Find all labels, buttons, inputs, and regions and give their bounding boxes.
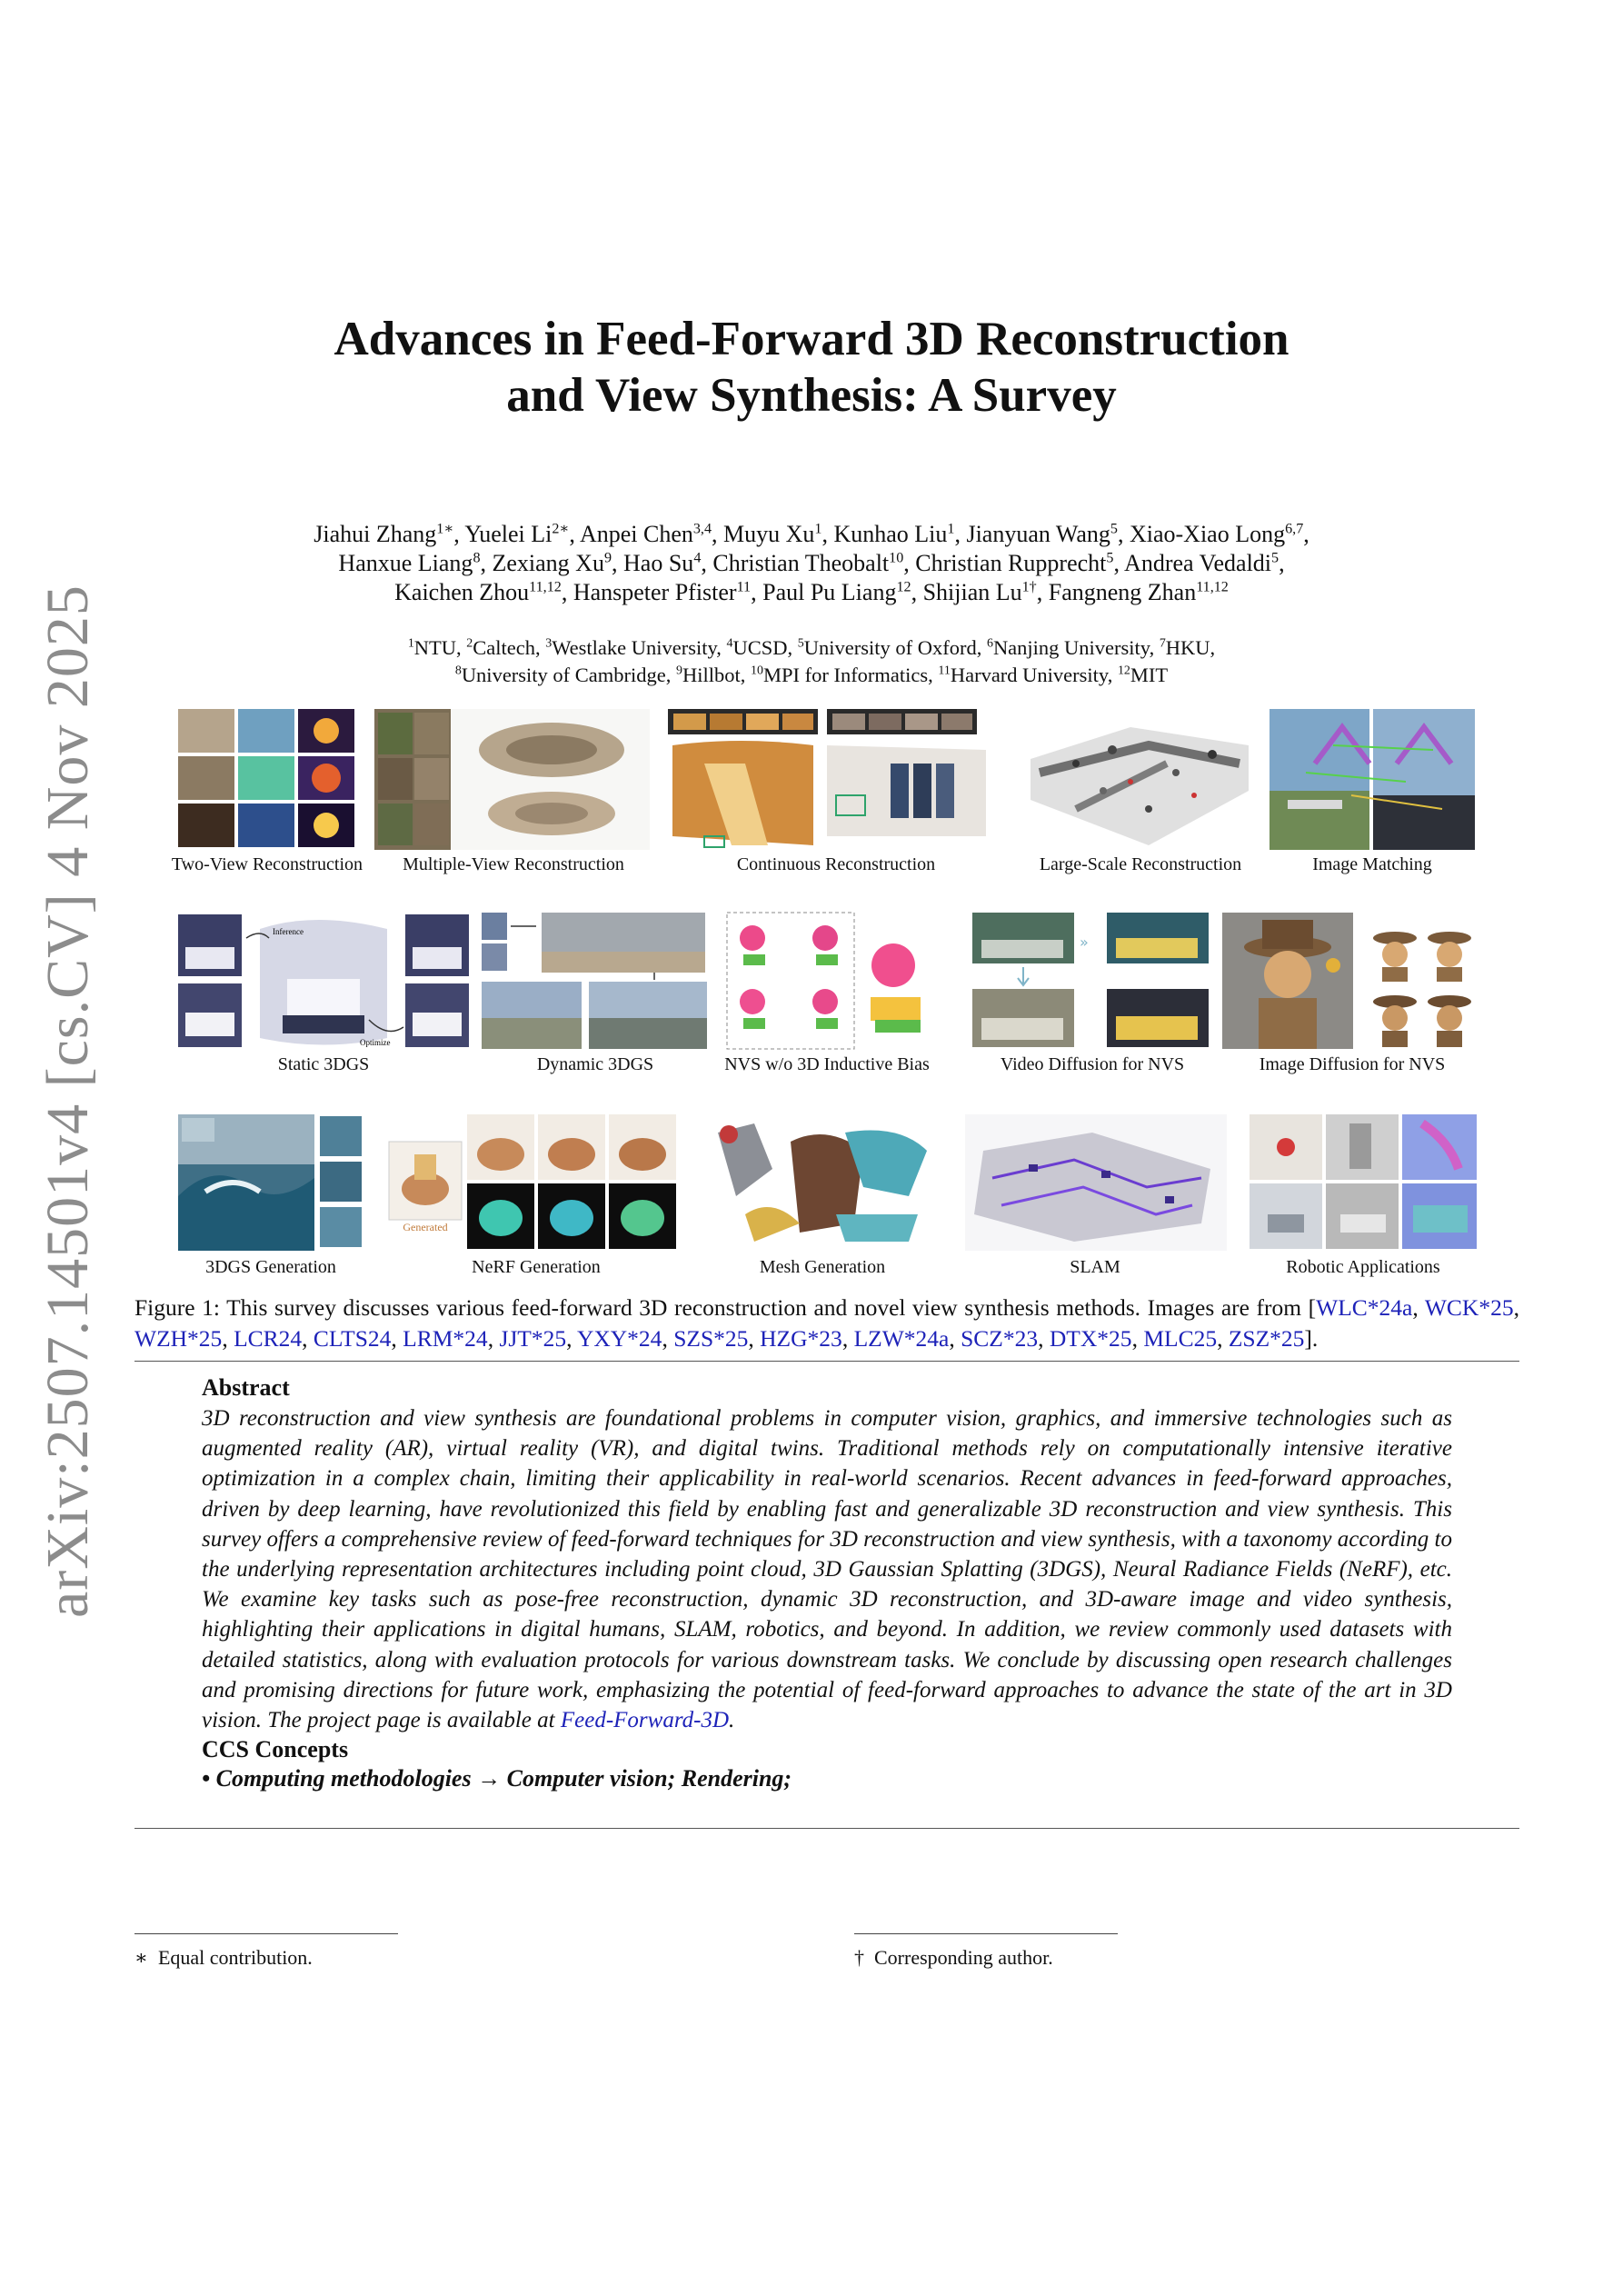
author-name: Jianyuan Wang [966, 521, 1110, 547]
author-name: Fangneng Zhan [1048, 579, 1197, 605]
caption-suffix: ]. [1304, 1325, 1319, 1352]
thumb-dynamic-3dgs [482, 911, 709, 1052]
title-line-2: and View Synthesis: A Survey [506, 369, 1117, 422]
caption-slam: SLAM [1070, 1257, 1120, 1277]
affiliation-mark: 3 [545, 636, 553, 651]
caption-large-scale: Large-Scale Reconstruction [1039, 854, 1242, 874]
thumb-mesh-generation [700, 1114, 943, 1251]
author-name: Yuelei Li [464, 521, 553, 547]
caption-robotic: Robotic Applications [1286, 1257, 1440, 1277]
affiliation-name: University of Oxford [803, 636, 977, 659]
footnote-text-equal: Equal contribution. [157, 1946, 313, 1969]
affiliation-name: NTU [413, 636, 457, 659]
affiliation-mark: 10 [751, 664, 763, 678]
affiliation-mark: 7 [1159, 636, 1166, 651]
thumb-3dgs-generation [178, 1114, 363, 1251]
thumb-image-matching [1270, 709, 1475, 850]
thumb-robotic [1250, 1114, 1477, 1251]
affiliation-mark: 12 [1117, 664, 1130, 678]
project-page-link[interactable]: Feed-Forward-3D [560, 1708, 730, 1733]
author-affiliation-mark: 8 [473, 550, 481, 566]
affiliation-mark: 8 [454, 664, 462, 678]
inset-inference-label: Inference [273, 927, 304, 936]
figure-row-3 [0, 1114, 1623, 1296]
caption-mesh-generation: Mesh Generation [759, 1257, 886, 1277]
figure-row-2 [0, 911, 1623, 1093]
caption-continuous: Continuous Reconstruction [736, 854, 936, 874]
affiliation-list: $^1$NTU, $^2$Caltech, $^3$Westlake University, $^4$UCSD, $^5$University of Oxford, $^6$Nanjing University, $^7$HKU, $^8$University of Cambridge, $^9$Hillbot, $^{10}$MPI for Informatics, $^{11}$Harvard University, $^{12}$MIT [407, 636, 1216, 686]
author-name: Hanxue Liang [338, 550, 473, 576]
arxiv-identifier-stamp: arXiv:2507.14501v4 [cs.CV] 4 Nov 2025 [35, 584, 101, 1618]
footnote-text-corresponding: Corresponding author. [874, 1946, 1053, 1969]
ccs-arrow: → [477, 1765, 502, 1792]
author-list: Jiahui Zhang$^{1∗}$, Yuelei $Li^{2∗}$, Anpei Chen$^{3,4}$, Muyu Xu$^1$, Kunhao Liu$^1$, Jianyuan Wang$^5$, Xiao-Xiao Long$^{6,7}$, Hanxue Liang$^8$, Zexiang Xu$^9$, Hao Su$^4$, Christian Theobalt$^{10}$, Christian Rupprecht$^5$, Andrea Vedaldi$^5$, Kaichen Zhou$^{11,12}$, Hanspeter Pfister$^{11}$, Paul Pu Liang$^{12}$, Shijian $Lu^{1\dagger}$, Fangneng Zhan$^{11,12}$ [314, 521, 1309, 605]
footnote-corresponding-author [854, 1946, 1053, 1970]
author-affiliation-mark: 1 [814, 521, 822, 537]
affiliation-name: Harvard University [950, 664, 1108, 686]
affiliation-mark: 2 [466, 636, 473, 651]
author-name: Shijian Lu [922, 579, 1022, 605]
author-affiliation-mark: 6,7 [1285, 521, 1304, 537]
abstract-top-rule [134, 1361, 1519, 1362]
title-line-1: Advances in Feed-Forward 3D Reconstruction [334, 313, 1289, 365]
caption-image-matching: Image Matching [1312, 854, 1432, 874]
author-affiliation-mark: 9 [603, 550, 612, 566]
citation-link[interactable]: WCK*25 [1424, 1294, 1514, 1321]
affiliation-name: UCSD [732, 636, 788, 659]
citation-link[interactable]: MLC25 [1143, 1325, 1218, 1352]
svg-text:»: » [1080, 933, 1089, 951]
footnote-rule-right [854, 1933, 1118, 1934]
author-name: Anpei Chen [579, 521, 693, 547]
thumb-large-scale [1021, 709, 1260, 850]
author-affiliation-mark: 5 [1110, 521, 1118, 537]
affiliation-name: Hillbot [682, 664, 741, 686]
author-affiliation-mark: 11,12 [529, 579, 562, 595]
thumb-slam [965, 1114, 1227, 1251]
citation-link[interactable]: YXY*24 [576, 1325, 662, 1352]
author-affiliation-mark: 1 [947, 521, 955, 537]
caption-nerf-generation: NeRF Generation [472, 1257, 601, 1277]
author-name: Paul Pu Liang [762, 579, 897, 605]
affiliation-name: HKU [1165, 636, 1210, 659]
paper-title [0, 311, 1623, 424]
author-name: Xiao-Xiao Long [1129, 521, 1286, 547]
abstract-text: 3D reconstruction and view synthesis are foundational problems in computer vision, graphics, and immersive technologies such as augmented reality (AR), virtual reality (VR), and digital twins. Traditional methods rely on computationally intensive iterative optimization in a complex chain, limiting their applicability in real-world scenarios. Recent advances in feed-forward approaches, driven by deep learning, have revolutionized this field by enabling fast and generalizable 3D reconstruction and view synthesis. This survey offers a comprehensive review of feed-forward techniques for 3D reconstruction and view synthesis, with a taxonomy according to the underlying representation architectures including point cloud, 3D Gaussian Splatting (3DGS), Neural Radiance Fields (NeRF), etc. We examine key tasks such as pose-free reconstruction, dynamic 3D reconstruction, and 3D-aware image and video synthesis, highlighting their applications in digital humans, SLAM, robotics, and beyond. In addition, we review commonly used datasets with detailed statistics, along with evaluation protocols for various downstream tasks. We conclude by discussing open research challenges and promising directions for future work, emphasizing the potential of feed-forward approaches to advance the state of the art in 3D vision. The project page is available at [202, 1406, 1452, 1733]
author-name: Christian Theobalt [712, 550, 890, 576]
author-name: Andrea Vedaldi [1124, 550, 1272, 576]
abstract-heading: Abstract [202, 1374, 290, 1401]
footnote-rule-left [134, 1933, 398, 1934]
affiliation-mark: 4 [726, 636, 733, 651]
inset-generated-label: Generated [403, 1221, 448, 1233]
author-name: Jiahui Zhang [314, 521, 437, 547]
caption-nvs-no-bias: NVS w/o 3D Inductive Bias [724, 1054, 930, 1074]
caption-two-view: Two-View Reconstruction [171, 854, 363, 874]
citation-link[interactable]: SZS*25 [673, 1325, 749, 1352]
author-affiliation-mark: 1∗ [436, 521, 454, 537]
citation-link[interactable]: DTX*25 [1049, 1325, 1132, 1352]
citation-link[interactable]: WLC*24a [1316, 1294, 1413, 1321]
thumb-image-diffusion [1222, 911, 1475, 1052]
author-affiliation-mark: 11 [736, 579, 752, 595]
author-name: Hao Su [623, 550, 694, 576]
citation-link[interactable]: ZSZ*25 [1228, 1325, 1305, 1352]
citation-link[interactable]: LZW*24a [853, 1325, 950, 1352]
caption-reference-list: WLC*24a, WCK*25, WZH*25, LCR24, CLTS24, LRM*24, JJT*25, YXY*24, SZS*25, HZG*23, LZW*24a, SCZ*23, DTX*25, MLC25, ZSZ*25 [134, 1294, 1519, 1352]
thumb-two-view [178, 709, 356, 850]
author-name: Kaichen Zhou [394, 579, 530, 605]
citation-link[interactable]: LRM*24 [403, 1325, 488, 1352]
author-name: Hanspeter Pfister [573, 579, 737, 605]
author-affiliation-mark: 1† [1021, 579, 1037, 595]
author-affiliation-mark: 4 [693, 550, 702, 566]
author-affiliation-mark: 10 [889, 550, 904, 566]
abstract-bottom-rule [134, 1828, 1519, 1829]
affiliation-mark: 11 [938, 664, 951, 678]
ccs-concepts [202, 1765, 792, 1792]
author-affiliation-mark: 5 [1271, 550, 1279, 566]
caption-dynamic-3dgs: Dynamic 3DGS [536, 1054, 654, 1074]
thumb-continuous [668, 709, 1004, 850]
author-affiliation-mark: 11,12 [1196, 579, 1229, 595]
footnote-mark-equal: ∗ [134, 1946, 148, 1969]
thumb-multi-view [374, 709, 650, 850]
caption-prefix: Figure 1: This survey discusses various feed-forward 3D reconstruction and novel view synthesis methods. Images are from [ [134, 1294, 1317, 1321]
ccs-bullet: • [202, 1765, 211, 1792]
citation-link[interactable]: HZG*23 [760, 1325, 842, 1352]
ccs-heading: CCS Concepts [202, 1736, 349, 1762]
caption-static-3dgs: Static 3DGS [277, 1054, 370, 1074]
citation-link[interactable]: JJT*25 [499, 1325, 567, 1352]
affiliation-name: MPI for Informatics [762, 664, 929, 686]
abstract-body [202, 1403, 1452, 1735]
author-name: Zexiang Xu [492, 550, 604, 576]
affiliation-name: University of Cambridge [461, 664, 666, 686]
inset-optimize-label: Optimize [360, 1038, 391, 1047]
caption-multi-view: Multiple-View Reconstruction [403, 854, 624, 874]
ccs-left: Computing methodologies [215, 1765, 472, 1792]
citation-link[interactable]: WZH*25 [134, 1325, 223, 1352]
abstract-end: . [729, 1708, 735, 1733]
author-affiliation-mark: 12 [896, 579, 911, 595]
caption-3dgs-generation: 3DGS Generation [205, 1257, 336, 1277]
author-affiliation-mark: 2∗ [552, 521, 570, 537]
thumb-static-3dgs [178, 911, 471, 1052]
affiliation-name: Caltech [473, 636, 535, 659]
caption-image-diffusion: Image Diffusion for NVS [1259, 1054, 1446, 1074]
caption-video-diffusion: Video Diffusion for NVS [1000, 1054, 1185, 1074]
author-name: Muyu Xu [723, 521, 815, 547]
footnote-mark-corresponding: † [854, 1946, 864, 1969]
citation-link[interactable]: SCZ*23 [961, 1325, 1039, 1352]
thumb-nerf-generation [387, 1114, 678, 1251]
figure-row-1 [0, 709, 1623, 891]
affiliation-mark: 1 [407, 636, 414, 651]
author-name: Christian Rupprecht [915, 550, 1107, 576]
author-name: Kunhao Liu [833, 521, 948, 547]
author-affiliation-mark: 3,4 [692, 521, 712, 537]
thumb-video-diffusion [972, 911, 1213, 1052]
affiliation-name: Nanjing University [992, 636, 1150, 659]
affiliation-name: Westlake University [552, 636, 717, 659]
figure-caption [134, 1293, 1519, 1354]
ccs-right: Computer vision; Rendering; [506, 1765, 792, 1792]
thumb-nvs-no-bias [725, 911, 930, 1052]
citation-link[interactable]: CLTS24 [313, 1325, 392, 1352]
footnote-equal-contribution [134, 1946, 313, 1970]
affiliation-name: MIT [1130, 664, 1169, 686]
affiliation-mark: 9 [676, 664, 682, 678]
affiliation-mark: 6 [986, 636, 993, 651]
citation-link[interactable]: LCR24 [234, 1325, 303, 1352]
affiliation-mark: 5 [797, 636, 804, 651]
author-affiliation-mark: 5 [1106, 550, 1114, 566]
